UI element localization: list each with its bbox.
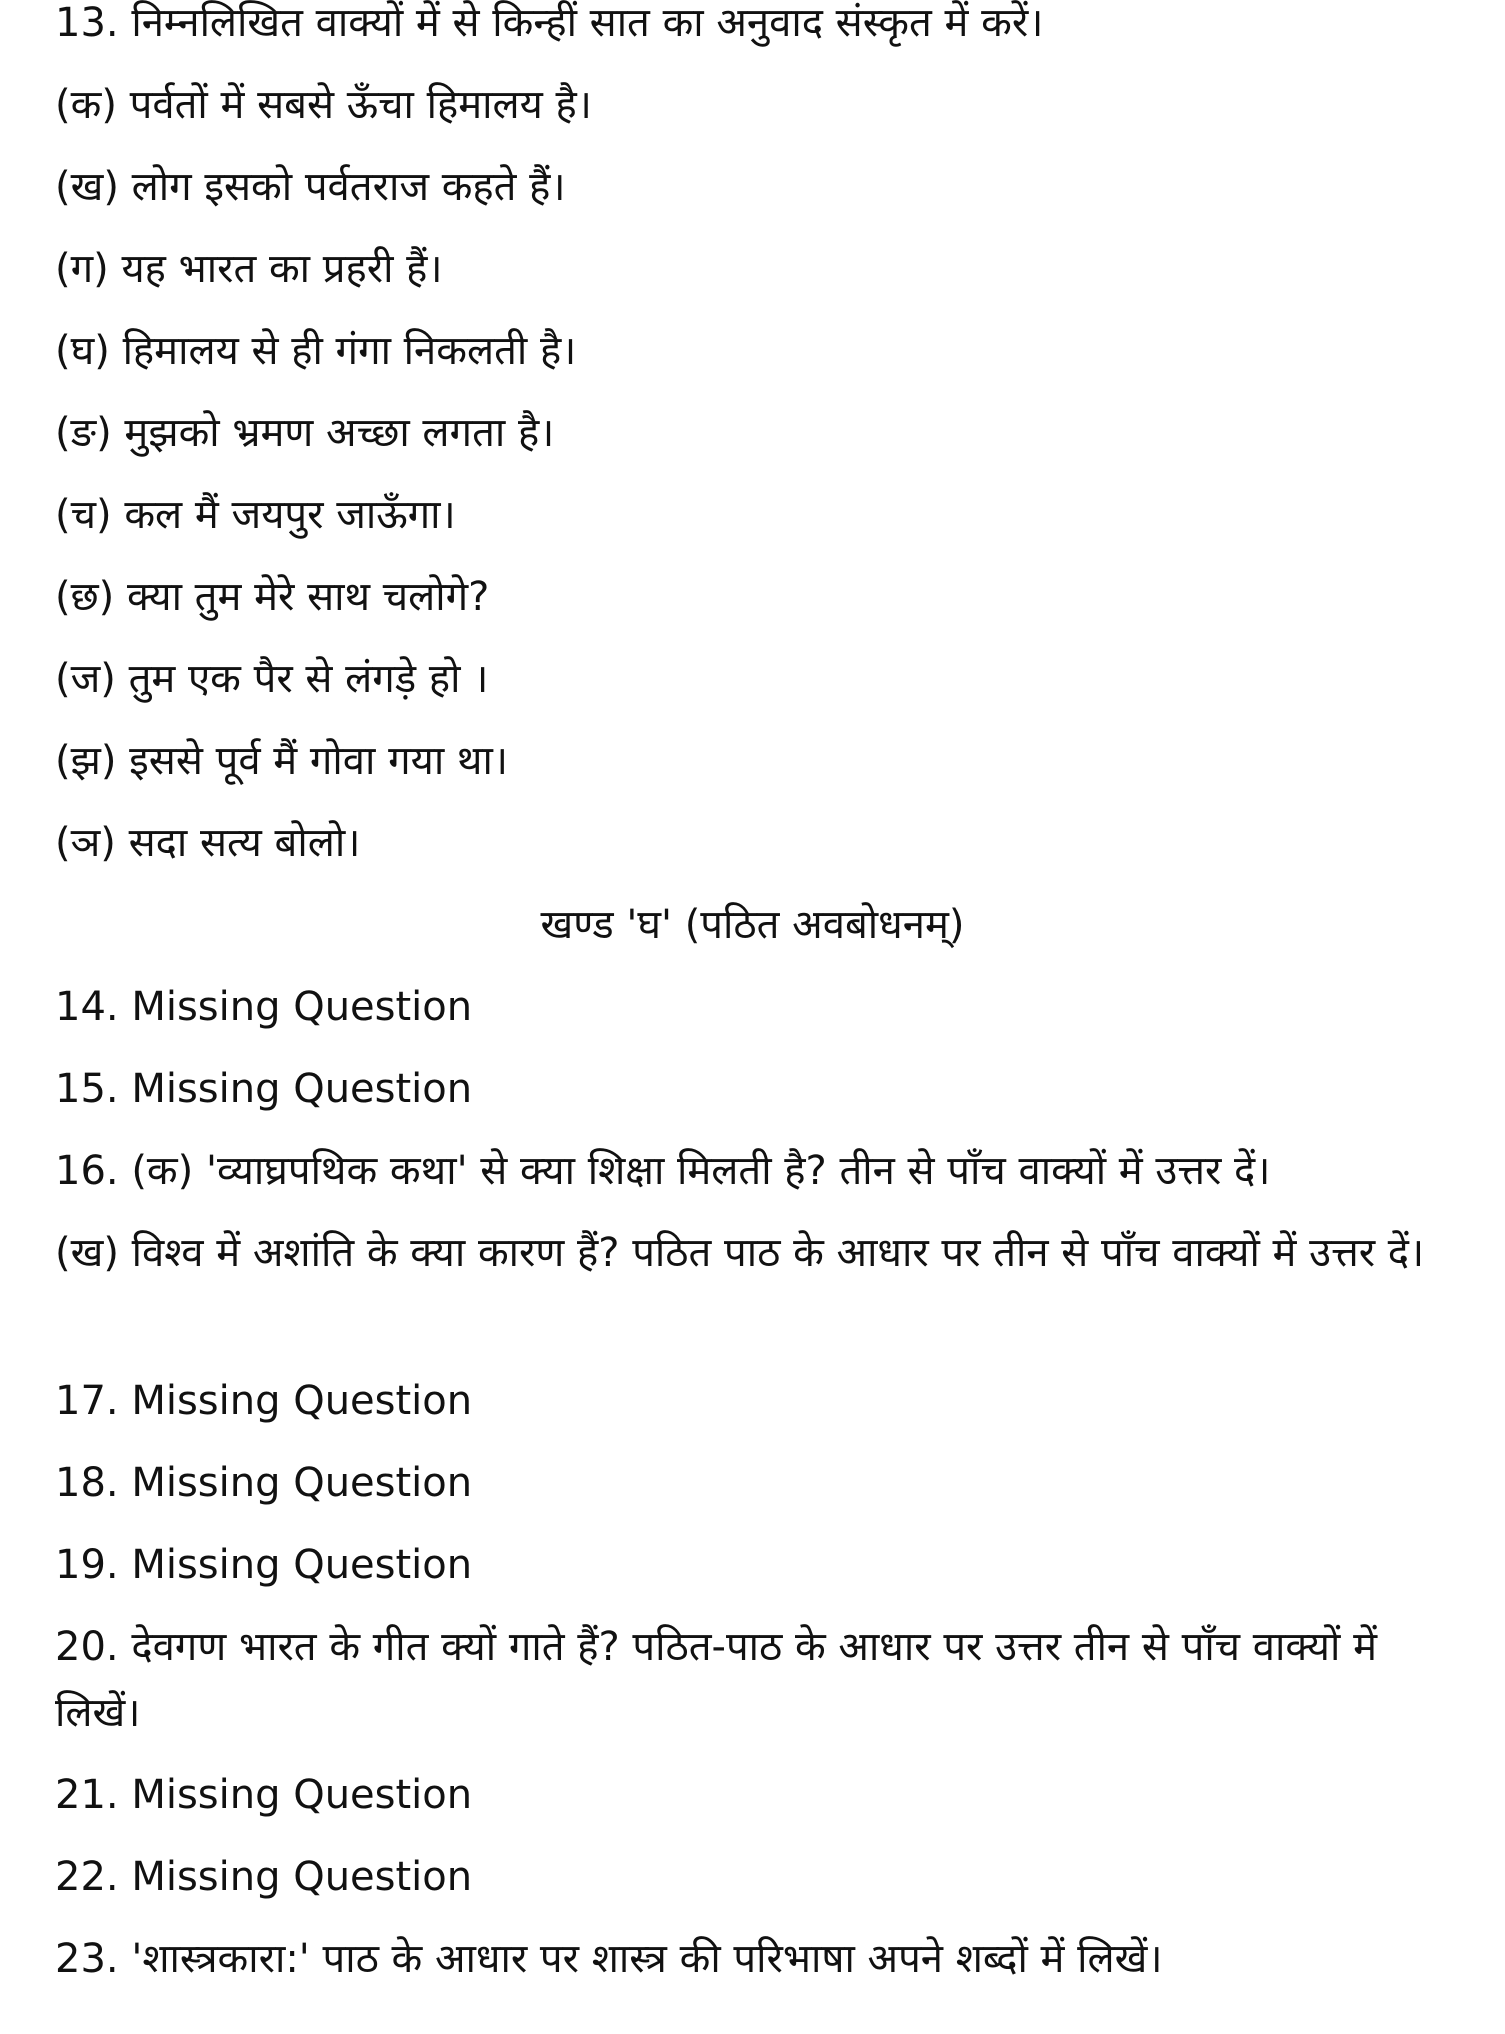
- sentence-kha: (ख) लोग इसको पर्वतराज कहते हैं।: [55, 164, 566, 210]
- question-15: 15. Missing Question: [55, 1066, 473, 1112]
- sentence-jha: (झ) इससे पूर्व मैं गोवा गया था।: [55, 738, 508, 784]
- question-20: 20. देवगण भारत के गीत क्यों गाते हैं? पठित-पाठ के आधार पर उत्तर तीन से पाँच वाक्यों में लिखें।: [55, 1624, 1377, 1736]
- question-18: 18. Missing Question: [55, 1460, 473, 1506]
- sentence-cha: (च) कल मैं जयपुर जाऊँगा।: [55, 492, 456, 538]
- question-21: 21. Missing Question: [55, 1772, 473, 1818]
- sentence-nga: (ङ) मुझको भ्रमण अच्छा लगता है।: [55, 410, 555, 456]
- sentence-chha: (छ) क्या तुम मेरे साथ चलोगे?: [55, 574, 490, 620]
- question-14: 14. Missing Question: [55, 984, 473, 1030]
- question-16-kha: (ख) विश्व में अशांति के क्या कारण हैं? पठित पाठ के आधार पर तीन से पाँच वाक्यों में उत्तर दें।: [55, 1230, 1425, 1276]
- sentence-ga: (ग) यह भारत का प्रहरी हैं।: [55, 246, 443, 292]
- section-heading: खण्ड 'घ' (पठित अवबोधनम्): [540, 902, 965, 948]
- question-23: 23. 'शास्त्रकारा:' पाठ के आधार पर शास्त्र की परिभाषा अपने शब्दों में लिखें।: [55, 1936, 1163, 1982]
- question-22: 22. Missing Question: [55, 1854, 473, 1900]
- question-19: 19. Missing Question: [55, 1542, 473, 1588]
- question-13: 13. निम्नलिखित वाक्यों में से किन्हीं सात का अनुवाद संस्कृत में करें।: [55, 0, 1044, 46]
- question-16-ka: 16. (क) 'व्याघ्रपथिक कथा' से क्या शिक्षा मिलती है? तीन से पाँच वाक्यों में उत्तर दें।: [55, 1148, 1271, 1194]
- sentence-gha: (घ) हिमालय से ही गंगा निकलती है।: [55, 328, 577, 374]
- sentence-ka: (क) पर्वतों में सबसे ऊँचा हिमालय है।: [55, 82, 592, 128]
- question-17: 17. Missing Question: [55, 1378, 473, 1424]
- sentence-ja: (ज) तुम एक पैर से लंगड़े हो ।: [55, 656, 489, 702]
- sentence-nya: (ञ) सदा सत्य बोलो।: [55, 820, 361, 866]
